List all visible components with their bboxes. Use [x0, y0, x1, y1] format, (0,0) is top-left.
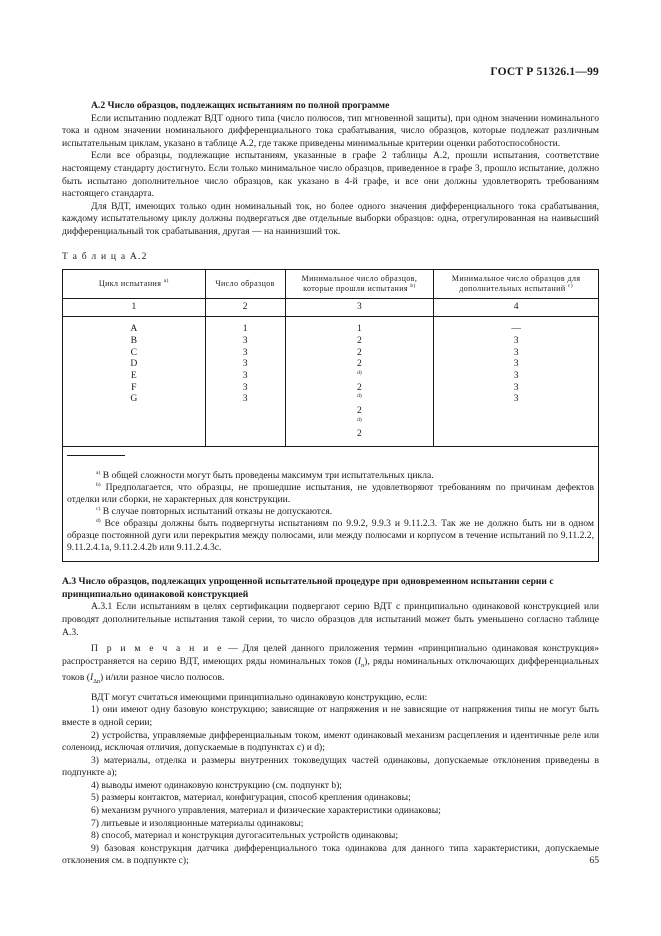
- table-header-row: [63, 270, 599, 299]
- paragraph: Если испытанию подлежат ВДТ одного типа (число полюсов, тип мгновенной защиты), при одном значении номинального тока и одном значении номинального дифференциального тока срабатывания, число образцов, которые подлежат различным испытательным циклам, указано в таблице А.2, где также приведены минимальные критерии оценки работоспособности.: [62, 112, 599, 149]
- table-label: Т а б л и ц а А.2: [62, 250, 148, 262]
- min-passed-value: 2 $^{d)}$: [357, 381, 362, 400]
- additional-column: [434, 317, 599, 447]
- cycle-value: B: [130, 334, 138, 346]
- additional-value: 3: [513, 346, 519, 358]
- samples-value: 3: [242, 334, 248, 346]
- table-notes-row: [63, 447, 599, 562]
- list-item: 4) выводы имеют одинаковую конструкцию (см. подпункт b);: [91, 779, 342, 791]
- cycle-value: F: [131, 381, 137, 393]
- paragraph: ВДТ могут считаться имеющими принципиально одинаковую конструкцию, если:: [91, 691, 428, 703]
- cycle-value: C: [130, 346, 138, 358]
- header-cell: Цикл испытания $^{a)}$: [63, 270, 206, 299]
- cycle-value: D: [130, 358, 138, 370]
- cycle-value: E: [130, 369, 137, 381]
- list-item: 5) размеры контактов, материал, конфигурация, способ крепления одинаковы;: [91, 792, 411, 804]
- samples-value: 3: [242, 381, 248, 393]
- section-a3-title: А.3 Число образцов, подлежащих упрощенной испытательной процедуре при одновременном испытании серии с принципиально одинаковой конструкцией: [62, 576, 554, 600]
- samples-value: 3: [242, 346, 248, 358]
- column-number: 2: [205, 299, 285, 317]
- min-passed-value: 2: [357, 428, 362, 440]
- page-content: [62, 100, 599, 868]
- spacer: [62, 562, 599, 576]
- footnote: $^{b)}$ Предполагается, что образцы, не прошедшие испытания, не удовлетворяют требованиям по причинам дефектов отделки или сборки, не характерных для конструкции.: [67, 482, 594, 506]
- footnote: $^{d)}$ Все образцы должны быть подвергнуты испытаниям по 9.9.2, 9.9.3 и 9.11.2.3. Так же не должно быть ни в одном образце постоянной дуги или перекрытия между полюсами, или между полюсами и корпусом в течение испытаний по 9.11.2.2, 9.11.2.4.1а, 9.11.2.4.2b или 9.11.2.4.3с.: [67, 518, 594, 554]
- list-item: 1) они имеют одну базовую конструкцию; зависящие от напряжения и не зависящие от напряжения типы не могут быть вместе в одной серии;: [62, 704, 599, 728]
- min-passed-value: 2 $^{d)}$: [357, 358, 362, 376]
- list-item: 7) литьевые и изоляционные материалы одинаковы;: [91, 817, 304, 829]
- table-a2: [62, 269, 599, 562]
- section-a2-title: А.2 Число образцов, подлежащих испытаниям по полной программе: [91, 100, 390, 111]
- footnote: $^{a)}$ В общей сложности могут быть проведены максимум три испытательных цикла.: [96, 470, 434, 482]
- column-number: 3: [285, 299, 434, 317]
- samples-value: 1: [242, 323, 248, 335]
- min-passed-value: 2: [357, 346, 362, 358]
- standard-header: ГОСТ Р 51326.1—99: [490, 66, 599, 78]
- samples-value: 3: [242, 393, 248, 405]
- list-item: 2) устройства, управляемые дифференциальным током, имеют одинаковый механизм расцепления и идентичные реле или соленоид, исключая отличия, допускаемые в подпунктах с) и d);: [62, 729, 599, 754]
- additional-value: 3: [513, 381, 519, 393]
- samples-value: 3: [242, 358, 248, 370]
- footnote-divider: [67, 455, 125, 456]
- cycle-value: A: [130, 323, 138, 335]
- min-passed-column: [285, 317, 434, 447]
- column-number: 1: [63, 299, 206, 317]
- document-page: [62, 0, 599, 936]
- paragraph: Если все образцы, подлежащие испытаниям, указанные в графе 2 таблицы А.2, прошли испытания, соответствие настоящему стандарту достигнуто. Если только минимальное число образцов, приведенное в графе 3, прошло испытание, должно быть испытано дополнительное число образцов, как указано в 4-й графе, и все они должны удовлетворять требованиям настоящего стандарта.: [62, 150, 599, 200]
- paragraph: А.3.1 Если испытаниям в целях сертификации подвергают серию ВДТ с принципиально одинаковой конструкцией или проводят дополнительные испытания такой серии, то число образцов для испытаний может быть уменьшено согласно таблице А.3.: [62, 601, 599, 638]
- additional-value: —: [511, 323, 521, 335]
- column-number: 4: [434, 299, 599, 317]
- list-item: 6) механизм ручного управления, материал и физические характеристики одинаковы;: [91, 805, 441, 817]
- column-number-row: [63, 299, 599, 317]
- conditions-list: [62, 704, 599, 868]
- samples-column: [205, 317, 285, 447]
- table-footnotes: [63, 447, 599, 562]
- min-passed-value: 2: [357, 334, 362, 346]
- samples-value: 3: [242, 369, 248, 381]
- note-paragraph: П р и м е ч а н и е — Для целей данного приложения термин «принципиально одинаковая конструкция» распространяется на серию ВДТ, имеющих ряды номинальных токов $(I_n)$, ряды номинальных отключающих дифференциальных токов $(I_{\Delta n})$ и/или разное число полюсов.: [62, 643, 600, 686]
- footnote: $^{c)}$ В случае повторных испытаний отказы не допускаются.: [96, 506, 333, 518]
- additional-value: 3: [513, 393, 519, 405]
- table-data-row: [63, 317, 599, 447]
- additional-value: 3: [513, 334, 519, 346]
- min-passed-value: 2 $^{d)}$: [357, 405, 362, 423]
- header-cell: Минимальное число образцов, которые прошли испытания $^{b)}$: [285, 270, 434, 299]
- paragraph: Для ВДТ, имеющих только один номинальный ток, но более одного значения дифференциального тока срабатывания, каждому испытательному циклу должны подвергаться две отдельные выборки образцов: одна, отрегулированная на наивысший дифференциальный ток срабатывания, другая — на наинизший ток.: [62, 200, 599, 237]
- additional-value: 3: [513, 369, 519, 381]
- header-cell: Минимальное число образцов для дополнительных испытаний $^{c)}$: [434, 270, 599, 299]
- list-item: 3) материалы, отделка и размеры внутренних токоведущих частей одинаковы, допускаемые отклонения приведены в подпункте а);: [62, 754, 599, 779]
- cycle-column: [63, 317, 206, 447]
- header-cell: Число образцов: [205, 270, 285, 299]
- list-item: 9) базовая конструкция датчика дифференциального тока одинакова для данного типа характеристики, допускаемые отклонения см. в подпункте с);: [62, 842, 599, 867]
- cycle-value: G: [130, 393, 138, 405]
- page-number: 65: [589, 855, 599, 866]
- min-passed-value: 1: [357, 323, 362, 335]
- additional-value: 3: [513, 358, 519, 370]
- list-item: 8) способ, материал и конструкция дугогасительных устройств одинаковы;: [91, 830, 399, 842]
